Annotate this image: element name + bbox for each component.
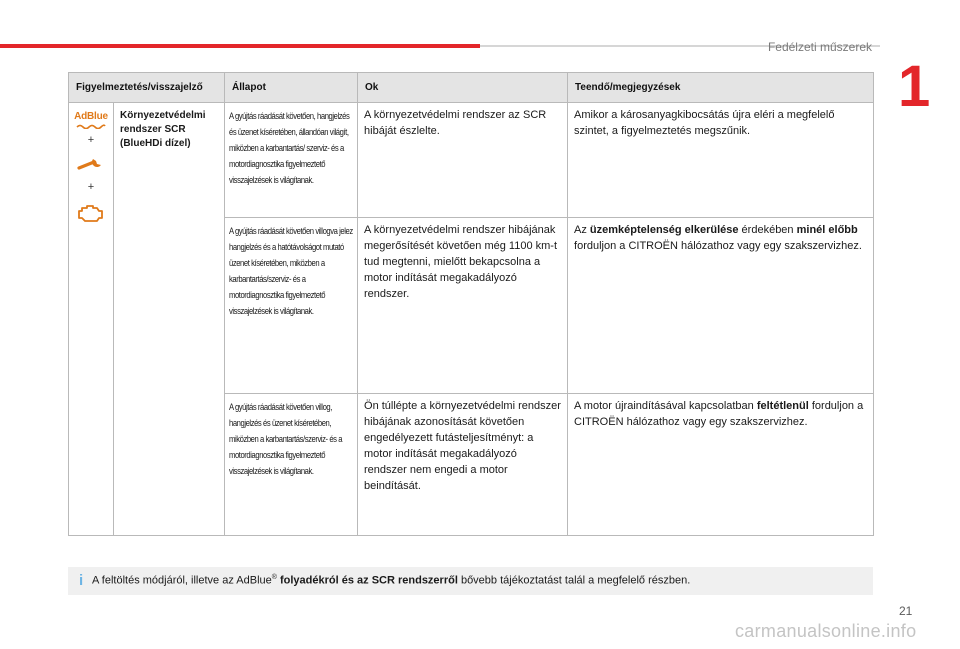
info-icon: i — [79, 572, 84, 589]
state-cell: A gyújtás ráadását követően villogva jelez hangjelzés és a hatótávolságot mutató üzenet kíséretében, miközben a karbantartás/szerviz- és a motordiagnosztika figyelmeztető visszajelzések is világítanak. — [225, 218, 358, 394]
table-row — [69, 103, 874, 218]
section-title: Fedélzeti műszerek — [767, 40, 872, 54]
cause-cell: A környezetvédelmi rendszer hibájának megerősítését követően még 1100 km-t tud megtenni, mielőtt bekapcsolna a motor indítását megakadályozó rendszer. — [358, 218, 568, 394]
engine-icon — [76, 201, 106, 223]
col-header-action: Teendő/megjegyzések — [568, 73, 874, 103]
col-header-indicator: Figyelmeztetés/visszajelző — [69, 73, 225, 103]
adblue-wave-icon — [76, 123, 106, 129]
action-cell: Az üzemképtelenség elkerülése érdekében minél előbb forduljon a CITROËN hálózathoz vagy egy szakszervizhez. — [568, 218, 874, 394]
state-cell: A gyújtás ráadását követően villog, hangjelzés és üzenet kíséretében, miközben a karbantartás/szerviz- és a motordiagnosztika figyelmeztető visszajelzések is világítanak. — [225, 394, 358, 536]
col-header-cause: Ok — [358, 73, 568, 103]
header-accent-bar — [0, 44, 480, 48]
plus-sign: + — [87, 181, 95, 193]
cause-cell: A környezetvédelmi rendszer az SCR hibáját észlelte. — [358, 103, 568, 218]
col-header-state: Állapot — [225, 73, 358, 103]
wrench-icon — [76, 154, 106, 176]
page-number: 21 — [899, 604, 913, 618]
info-note — [68, 567, 873, 595]
indicator-icons-cell — [69, 103, 114, 536]
indicator-name: Környezetvédelmi rendszer SCR (BlueHDi dízel) — [114, 103, 225, 536]
table-header-row — [69, 73, 874, 103]
plus-sign: + — [87, 134, 95, 146]
state-cell: A gyújtás ráadását követően, hangjelzés és üzenet kíséretében, állandóan világít, miközben a karbantartás/ szerviz- és a motordiagnosztika figyelmeztető visszajelzések is világítanak. — [225, 103, 358, 218]
info-note-text: A feltöltés módjáról, illetve az AdBlue® folyadékról és az SCR rendszerről bővebb tájékoztatást talál a megfelelő részben. — [92, 574, 691, 587]
action-cell: A motor újraindításával kapcsolatban feltétlenül forduljon a CITROËN hálózathoz vagy egy szakszervizhez. — [568, 394, 874, 536]
warning-table — [68, 72, 874, 536]
adblue-icon: AdBlue — [74, 111, 108, 122]
action-cell: Amikor a károsanyagkibocsátás újra eléri a megfelelő szintet, a figyelmeztetés megszűnik. — [568, 103, 874, 218]
cause-cell: Ön túllépte a környezetvédelmi rendszer hibájának azonosítását követően engedélyezett futásteljesítményt: a motor indítását megakadályozó rendszer nem engedi a motor beindítását. — [358, 394, 568, 536]
chapter-number: 1 — [898, 54, 931, 119]
watermark: carmanualsonline.info — [735, 621, 917, 641]
